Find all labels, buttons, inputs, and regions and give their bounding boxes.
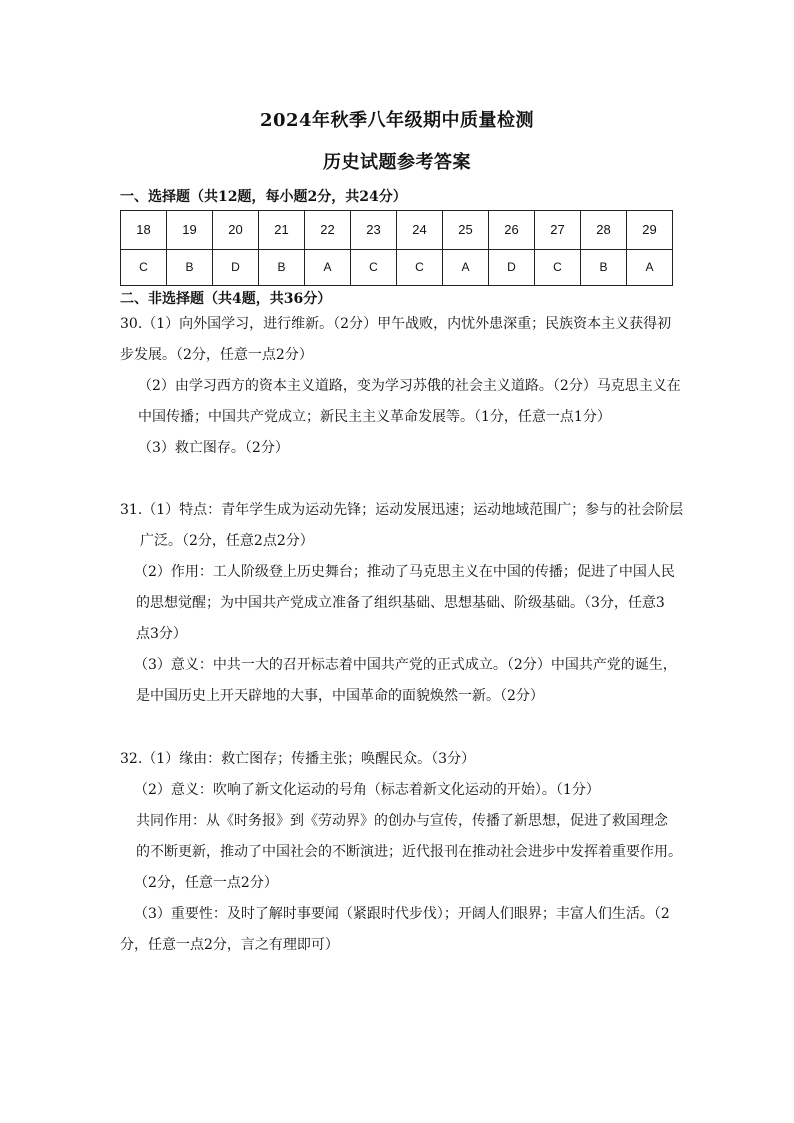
question-number: 18	[121, 211, 167, 250]
answer-line-q32: （2）意义：吹响了新文化运动的号角（标志着新文化运动的开始）。（1分）	[134, 782, 600, 798]
answer-letter: B	[259, 249, 305, 285]
answer-line-q31: 广泛。（2分，任意2点2分）	[140, 533, 314, 549]
answer-line-q32: 共同作用：从《时务报》到《劳动界》的创办与宣传，传播了新思想，促进了救国理念	[136, 813, 668, 829]
answer-table	[120, 210, 673, 286]
answer-line-q32: （2分，任意一点2分）	[134, 875, 278, 891]
answer-letter: A	[627, 249, 673, 285]
section-heading-open: 二、非选择题（共4题，共36分）	[120, 291, 332, 307]
answer-line-q30: 步发展。（2分，任意一点2分）	[120, 347, 313, 363]
answer-line-q32: 32.（1）缘由：救亡图存；传播主张；唤醒民众。（3分）	[120, 751, 476, 767]
answer-line-q31: 是中国历史上开天辟地的大事，中国革命的面貌焕然一新。（2分）	[136, 688, 544, 704]
question-number: 23	[351, 211, 397, 250]
question-number: 24	[397, 211, 443, 250]
answer-line-q31: （2）作用：工人阶级登上历史舞台；推动了马克思主义在中国的传播；促进了中国人民	[134, 564, 675, 580]
question-number: 21	[259, 211, 305, 250]
answer-line-q30: （3）救亡图存。（2分）	[138, 440, 289, 456]
answer-letter: C	[121, 249, 167, 285]
answer-line-q32: 分，任意一点2分，言之有理即可）	[120, 937, 339, 953]
answer-line-q30: 中国传播；中国共产党成立；新民主主义革命发展等。（1分，任意一点1分）	[138, 409, 611, 425]
answer-table-numbers-row	[121, 211, 673, 250]
answer-line-q32: 的不断更新，推动了中国社会的不断演进；近代报刊在推动社会进步中发挥着重要作用。	[136, 844, 682, 860]
question-number: 29	[627, 211, 673, 250]
answer-line-q30: （2）由学习西方的资本主义道路，变为学习苏俄的社会主义道路。（2分）马克思主义在	[138, 378, 681, 394]
answer-line-q32: （3）重要性：及时了解时事要闻（紧跟时代步伐）；开阔人们眼界；丰富人们生活。（2	[134, 906, 670, 922]
answer-letter: A	[305, 249, 351, 285]
question-number: 20	[213, 211, 259, 250]
question-number: 27	[535, 211, 581, 250]
answer-letter: C	[351, 249, 397, 285]
question-number: 22	[305, 211, 351, 250]
question-number: 19	[167, 211, 213, 250]
question-number: 28	[581, 211, 627, 250]
answer-letter: B	[167, 249, 213, 285]
answer-letter: C	[397, 249, 443, 285]
answer-letter: C	[535, 249, 581, 285]
answer-line-q31: 31.（1）特点：青年学生成为运动先锋；运动发展迅速；运动地域范围广；参与的社会阶层	[120, 502, 684, 518]
answer-line-q31: 的思想觉醒；为中国共产党成立准备了组织基础、思想基础、阶级基础。（3分，任意3	[136, 595, 665, 611]
answer-letter: B	[581, 249, 627, 285]
answer-table-answers-row	[121, 249, 673, 285]
answer-line-q30: 30.（1）向外国学习，进行维新。（2分）甲午战败，内忧外患深重；民族资本主义获得初	[120, 316, 672, 332]
page-title: 2024年秋季八年级期中质量检测	[259, 110, 535, 131]
answer-letter: D	[489, 249, 535, 285]
answer-line-q31: 点3分）	[136, 626, 187, 642]
answer-letter: D	[213, 249, 259, 285]
section-heading-choice: 一、选择题（共12题，每小题2分，共24分）	[120, 189, 407, 205]
question-number: 25	[443, 211, 489, 250]
page-subtitle: 历史试题参考答案	[323, 152, 471, 173]
question-number: 26	[489, 211, 535, 250]
answer-letter: A	[443, 249, 489, 285]
answer-line-q31: （3）意义：中共一大的召开标志着中国共产党的正式成立。（2分）中国共产党的诞生，	[134, 657, 677, 673]
